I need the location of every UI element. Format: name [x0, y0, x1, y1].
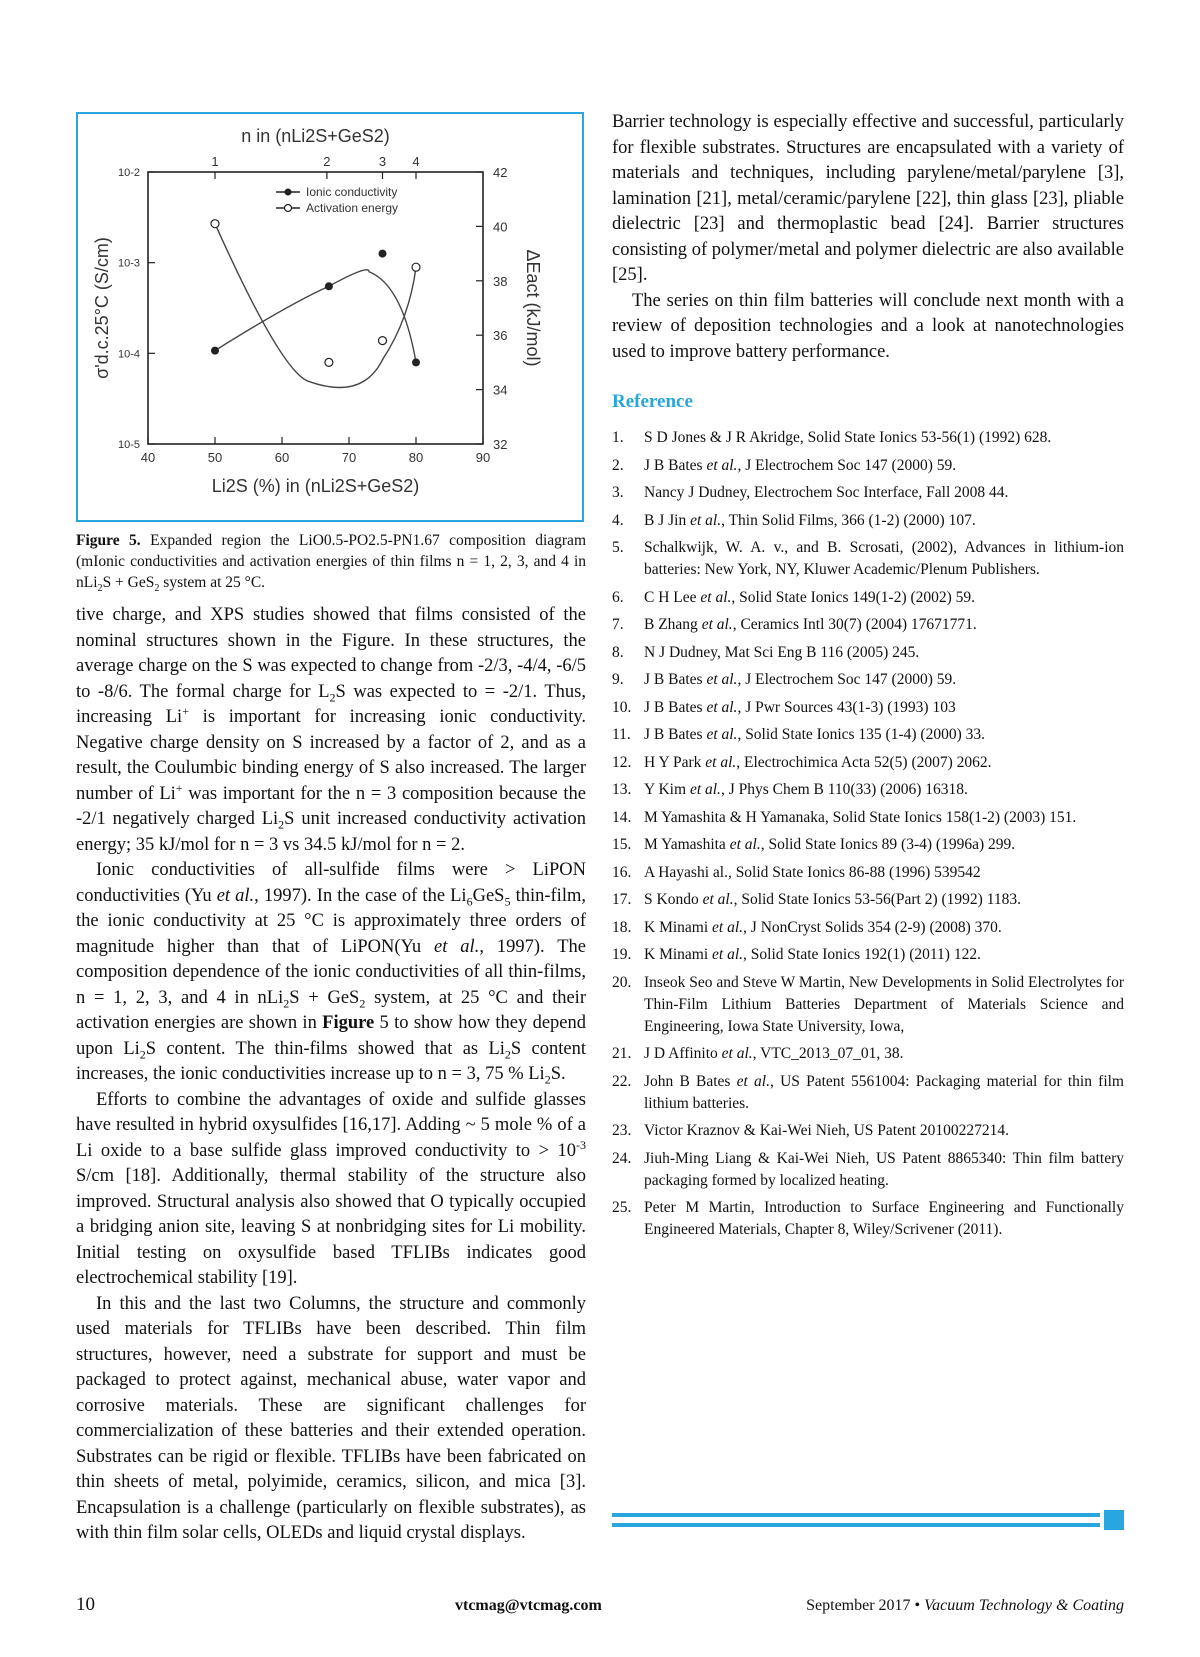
caption-text: Expanded region the LiO0.5-PO2.5-PN1.67 composition diagram (mIonic conductivities and activation energies of thin films n = 1, 2, 3, and 4 in nLi: [76, 532, 586, 591]
left-tick-label: 10-5: [117, 439, 140, 451]
reference-text: K Minami: [644, 946, 713, 963]
reference-text: John B Bates: [644, 1072, 737, 1090]
reference-text: , Solid State Ionics 149(1-2) (2002) 59.: [731, 588, 976, 606]
reference-text: J D Affinito: [644, 1045, 722, 1062]
reference-item: [612, 862, 1124, 884]
figure-caption: [76, 530, 586, 593]
decorative-bars: [612, 1510, 1124, 1532]
reference-item: [612, 614, 1124, 636]
reference-text: , Thin Solid Films, 366 (1-2) (2000) 107.: [721, 511, 976, 529]
reference-number: 14.: [612, 808, 632, 826]
reference-number: 10.: [612, 698, 632, 716]
reference-text: C H Lee: [644, 588, 701, 606]
reference-et-al: et al.: [721, 1045, 753, 1062]
reference-item: [612, 779, 1124, 801]
reference-list: [612, 427, 1124, 1241]
reference-text: S Kondo: [644, 891, 703, 908]
x-axis-title: Li2S (%) in (nLi2S+GeS2): [211, 476, 420, 496]
top-tick-label: 2: [323, 154, 331, 169]
reference-number: 13.: [612, 781, 632, 798]
reference-text: K Minami: [644, 918, 713, 936]
reference-et-al: et al.: [706, 726, 738, 743]
ionic-conductivity-point: [211, 347, 219, 355]
reference-item: [612, 724, 1124, 746]
reference-text: J B Bates: [644, 698, 707, 716]
left-tick-label: 10-2: [117, 167, 140, 179]
reference-item: [612, 1071, 1124, 1115]
reference-number: 25.: [612, 1199, 632, 1216]
reference-number: 17.: [612, 891, 632, 908]
reference-item: [612, 889, 1124, 911]
reference-text: , J NonCryst Solids 354 (2-9) (2008) 370.: [743, 918, 1002, 936]
reference-item: [612, 455, 1124, 477]
reference-et-al: et al.: [700, 588, 732, 606]
activation-energy-point: [211, 220, 219, 228]
reference-text: J B Bates: [644, 456, 707, 474]
right-tick-label: 38: [493, 273, 508, 289]
reference-item: [612, 537, 1124, 581]
body-paragraph-5: Barrier technology is especially effective and successful, particularly for flexible substrates. Structures are encapsulated with a variety of materials and techniques, including parylene/metal/parylene [3], lamination [21], metal/ceramic/parylene [22], thin glass [23], pliable dielectric [23] and thermoplastic bead [24]. Barrier structures consisting of polymer/metal and polymer dielectric are also available [25].: [612, 112, 1124, 285]
reference-text: Nancy J Dudney, Electrochem Soc Interface, Fall 2008 44.: [644, 484, 1009, 501]
reference-number: 12.: [612, 753, 632, 771]
caption-sub: 2: [97, 583, 103, 595]
reference-text: , US Patent 5561004: Packaging material for thin film lithium batteries.: [644, 1072, 1124, 1112]
reference-item: [612, 972, 1124, 1038]
reference-number: 5.: [612, 539, 624, 556]
reference-number: 20.: [612, 973, 632, 991]
caption-label: Figure 5.: [76, 532, 141, 549]
reference-number: 3.: [612, 484, 624, 501]
reference-text: B Zhang: [644, 616, 702, 633]
reference-et-al: et al.: [736, 1072, 770, 1090]
reference-number: 21.: [612, 1045, 632, 1062]
reference-text: N J Dudney, Mat Sci Eng B 116 (2005) 245.: [644, 643, 920, 661]
body-paragraph-3: Efforts to combine the advantages of oxide and sulfide glasses have resulted in hybrid oxysulfides [16,17]. Adding ~ 5 mole % of a Li oxide to a base sulfide glass improved conductivity to > $10^{-3}$ S/cm [18]. Additionally, thermal stability of the structure also improved. Structural analysis also showed that O typically occupied a bridging anion site, leaving S at nonbridging sites for Li mobility. Initial testing on oxysulfide based TFLIBs indicates good electrochemical stability [19].: [76, 1089, 586, 1288]
x-tick-label: 60: [274, 450, 290, 465]
reference-item: [612, 1043, 1124, 1065]
accent-bar: [612, 1523, 1100, 1527]
reference-text: , J Pwr Sources 43(1-3) (1993) 103: [737, 698, 956, 716]
reference-number: 16.: [612, 863, 632, 881]
reference-text: , J Phys Chem B 110(33) (2006) 16318.: [720, 781, 968, 798]
body-paragraph-4: In this and the last two Columns, the structure and commonly used materials for TFLIBs have been described. Thin film structures, however, need a substrate for support and must be packaged to protect against, mechanical abuse, water vapor and corrosive materials. These are significant challenges for commercialization of these batteries and their extended operation. Substrates can be rigid or flexible. TFLIBs have been fabricated on thin sheets of metal, polyimide, ceramics, silicon, and mica [3]. Encapsulation is a challenge (particularly on flexible substrates), as with thin film solar cells, OLEDs and liquid crystal displays.: [76, 1293, 586, 1543]
left-column: [76, 112, 586, 1547]
reference-et-al: et al.: [705, 753, 737, 771]
reference-et-al: et al.: [712, 946, 744, 963]
reference-et-al: et al.: [706, 698, 738, 716]
x-tick-label: 80: [408, 450, 424, 465]
reference-number: 24.: [612, 1149, 632, 1167]
reference-et-al: et al.: [701, 616, 733, 633]
activation-energy-point: [325, 358, 333, 366]
right-tick-label: 34: [493, 382, 508, 398]
reference-text: B J Jin: [644, 511, 691, 529]
right-axis-title: ΔEact (kJ/mol): [523, 249, 543, 367]
right-tick-label: 42: [493, 165, 508, 180]
reference-text: , Electrochimica Acta 52(5) (2007) 2062.: [736, 753, 992, 771]
legend-marker-activation: [285, 205, 292, 212]
reference-text: A Hayashi al., Solid State Ionics 86-88 (1996) 539542: [644, 863, 981, 881]
reference-text: H Y Park: [644, 753, 706, 771]
reference-text: , Ceramics Intl 30(7) (2004) 17671771.: [732, 616, 977, 633]
accent-bar: [612, 1513, 1100, 1517]
reference-item: [612, 917, 1124, 939]
reference-item: [612, 669, 1124, 691]
x-tick-label: 90: [475, 450, 491, 465]
ionic-conductivity-point: [412, 358, 420, 366]
reference-number: 9.: [612, 671, 624, 688]
reference-item: [612, 807, 1124, 829]
left-tick-label: 10-3: [117, 257, 140, 270]
caption-text: system at 25 °C.: [159, 574, 266, 591]
reference-number: 11.: [612, 726, 631, 743]
reference-item: [612, 752, 1124, 774]
legend-label-activation: Activation energy: [306, 201, 399, 215]
caption-text: S + GeS: [102, 574, 155, 591]
figure-5-frame: [76, 112, 584, 522]
x-tick-label: 40: [140, 450, 156, 465]
reference-text: Jiuh-Ming Liang & Kai-Wei Nieh, US Patent 8865340: Thin film battery packaging formed by localized heating.: [644, 1149, 1124, 1189]
reference-text: , VTC_2013_07_01, 38.: [752, 1045, 904, 1062]
page-number: 10: [76, 1594, 95, 1615]
caption-sub: 2: [154, 583, 160, 595]
reference-text: J B Bates: [644, 671, 707, 688]
reference-item: [612, 482, 1124, 504]
top-axis-title: n in (nLi2S+GeS2): [241, 126, 390, 146]
left-tick-label: 10-4: [117, 348, 140, 361]
legend-marker-ionic: [285, 189, 292, 196]
reference-text: Peter M Martin, Introduction to Surface Engineering and Functionally Engineered Materials, Chapter 8, Wiley/Scrivener (2011).: [644, 1199, 1124, 1238]
body-paragraph-6: The series on thin film batteries will conclude next month with a review of deposition technologies and a look at nanotechnologies used to improve battery performance.: [612, 290, 1124, 362]
top-tick-label: 1: [211, 154, 219, 169]
reference-number: 18.: [612, 918, 632, 936]
reference-et-al: et al.: [689, 781, 721, 798]
reference-et-al: et al.: [729, 836, 761, 853]
ionic-conductivity-point: [379, 250, 387, 258]
reference-number: 15.: [612, 836, 632, 853]
reference-item: [612, 587, 1124, 609]
legend-label-ionic: Ionic conductivity: [306, 185, 398, 199]
reference-number: 22.: [612, 1072, 632, 1090]
reference-item: [612, 1120, 1124, 1142]
ionic-conductivity-curve: [215, 270, 416, 363]
reference-number: 23.: [612, 1122, 632, 1139]
body-paragraph-2: Ionic conductivities of all-sulfide films were > LiPON conductivities (Yu et al., 1997). In the case of the $Li_6GeS_5$ thin-film, the ionic conductivity at 25 °C is approximately three orders of magnitude higher than that of LiPON(Yu et al., 1997). The composition dependence of the ionic conductivities of all thin-films, n = 1, 2, 3, and 4 in nLi$_2$S + GeS$_2$ system, at 25 °C and their activation energies are shown in Figure 5 to show how they depend upon $Li_2S$ content. The thin-films showed that as $Li_2S$ content increases, the ionic conductivities increase up to n = 3, 75 % $Li_2S$.: [76, 860, 586, 1087]
reference-text: , J Electrochem Soc 147 (2000) 59.: [737, 671, 957, 688]
reference-number: 19.: [612, 946, 632, 963]
reference-item: [612, 697, 1124, 719]
reference-text: Victor Kraznov & Kai-Wei Nieh, US Patent 20100227214.: [644, 1122, 1010, 1139]
reference-text: M Yamashita: [644, 836, 730, 853]
reference-et-al: et al.: [690, 511, 722, 529]
reference-et-al: et al.: [706, 456, 738, 474]
reference-number: 2.: [612, 456, 624, 474]
reference-item: [612, 1148, 1124, 1192]
right-column: [612, 110, 1124, 1247]
reference-text: , J Electrochem Soc 147 (2000) 59.: [737, 456, 957, 474]
reference-number: 1.: [612, 429, 624, 446]
reference-text: Schalkwijk, W. A. v., and B. Scrosati, (2002), Advances in lithium-ion batteries: New York, NY, Kluwer Academic/Plenum Publishers.: [644, 539, 1124, 578]
accent-square: [1104, 1510, 1124, 1530]
reference-number: 8.: [612, 643, 624, 661]
figure-5-chart: [78, 114, 582, 520]
reference-item: [612, 944, 1124, 966]
x-tick-label: 70: [341, 450, 357, 465]
reference-text: Y Kim: [644, 781, 690, 798]
right-tick-label: 32: [493, 437, 508, 452]
left-axis-title: σ'd.c.25°C (S/cm): [92, 237, 112, 379]
footer-email: vtcmag@vtcmag.com: [455, 1597, 602, 1614]
reference-text: , Solid State Ionics 89 (3-4) (1996a) 299.: [760, 836, 1016, 853]
activation-energy-point: [379, 337, 387, 345]
reference-text: , Solid State Ionics 53-56(Part 2) (1992) 1183.: [733, 891, 1022, 908]
reference-text: , Solid State Ionics 192(1) (2011) 122.: [743, 946, 981, 963]
reference-item: [612, 1197, 1124, 1241]
right-tick-label: 36: [493, 328, 508, 344]
references-heading: Reference: [612, 391, 693, 412]
top-tick-label: 3: [378, 154, 387, 169]
top-tick-label: 4: [412, 154, 420, 169]
reference-text: Inseok Seo and Steve W Martin, New Developments in Solid Electrolytes for Thin-Film Lithium Batteries Department of Materials Science and Engineering, Iowa State University, Iowa,: [644, 973, 1124, 1035]
body-paragraph-1: tive charge, and XPS studies showed that films consisted of the nominal structures shown in the Figure. In these structures, the average charge on the S was expected to change from -2/3, -4/4, -6/5 to -8/6. The formal charge for $L_2S$ was expected to = -2/1. Thus, increasing Li+ is important for increasing ionic conductivity. Negative charge density on S increased by a factor of 2, and as a result, the Coulumbic binding energy of S also increased. The larger number of Li+ was important for the n = 3 composition because the -2/1 negatively charged $Li_2S$ unit increased conductivity activation energy; 35 kJ/mol for n = 3 vs 34.5 kJ/mol for n = 2.: [76, 605, 587, 855]
reference-number: 6.: [612, 588, 624, 606]
reference-item: [612, 510, 1124, 532]
reference-et-al: et al.: [702, 891, 734, 908]
reference-et-al: et al.: [706, 671, 738, 688]
reference-item: [612, 834, 1124, 856]
reference-item: [612, 642, 1124, 664]
footer-issue: September 2017 • Vacuum Technology & Coating: [806, 1597, 1124, 1614]
reference-et-al: et al.: [712, 918, 744, 936]
reference-text: J B Bates: [644, 726, 707, 743]
reference-text: S D Jones & J R Akridge, Solid State Ionics 53-56(1) (1992) 628.: [644, 429, 1052, 446]
reference-item: [612, 427, 1124, 449]
ionic-conductivity-point: [325, 282, 333, 290]
x-tick-label: 50: [207, 450, 223, 465]
activation-energy-curve: [215, 224, 416, 388]
activation-energy-point: [412, 263, 420, 271]
reference-number: 4.: [612, 511, 624, 529]
reference-number: 7.: [612, 616, 624, 633]
reference-text: M Yamashita & H Yamanaka, Solid State Ionics 158(1-2) (2003) 151.: [644, 808, 1077, 826]
reference-text: , Solid State Ionics 135 (1-4) (2000) 33.: [737, 726, 985, 743]
right-tick-label: 40: [493, 219, 508, 235]
